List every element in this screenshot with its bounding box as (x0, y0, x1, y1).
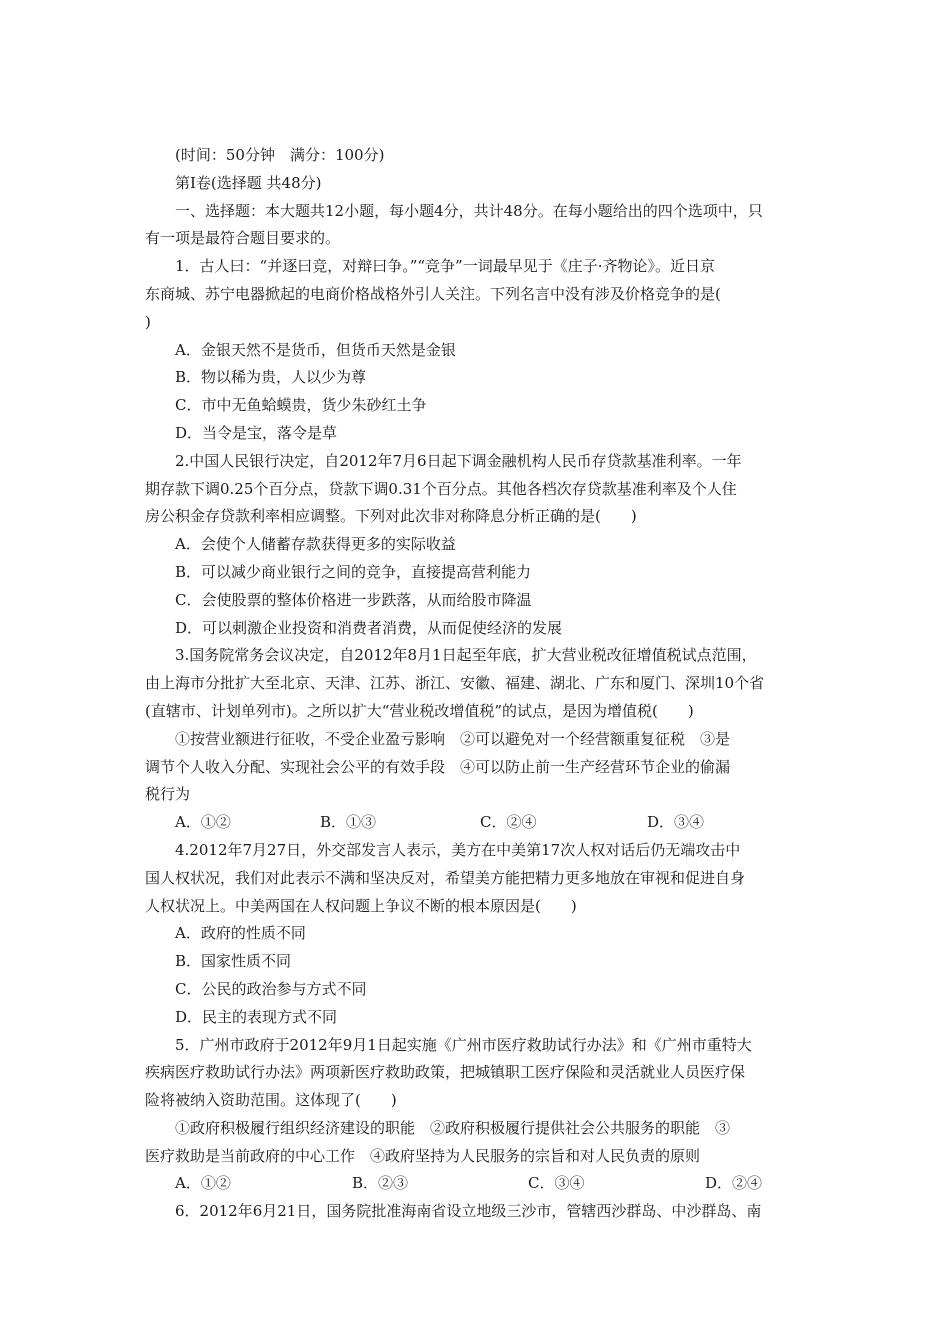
text-line: 5．广州市政府于2012年9月1日起实施《广州市医疗救助试行办法》和《广州市重特大 (175, 1035, 752, 1054)
q3-options (145, 809, 813, 837)
q3-option-c: C．②④ (480, 813, 537, 832)
text-line: 1．古人曰：“并逐曰竞，对辩曰争。”“竞争”一词最早见于《庄子·齐物论》。近日京 (175, 257, 715, 276)
text-line: 2.中国人民银行决定，自2012年7月6日起下调金融机构人民币存贷款基准利率。一年 (175, 451, 742, 470)
text-line: 房公积金存贷款利率相应调整。下列对此次非对称降息分析正确的是( ) (145, 507, 637, 526)
q3-option-a: A．①② (175, 813, 231, 832)
text-line: 有一项是最符合题目要求的。 (145, 229, 341, 248)
q5-option-c: C．③④ (528, 1174, 585, 1193)
q5-option-b: B．②③ (352, 1174, 409, 1193)
q3-option-b: B．①③ (320, 813, 377, 832)
text-line: 疾病医疗救助试行办法》两项新医疗救助政策，把城镇职工医疗保险和灵活就业人员医疗保 (145, 1063, 746, 1082)
text-line: C．公民的政治参与方式不同 (175, 979, 367, 998)
text-line: D．当令是宝，落令是草 (175, 423, 338, 442)
text-line: 第Ⅰ卷(选择题 共48分) (175, 173, 322, 192)
text-line: D．可以刺激企业投资和消费者消费，从而促使经济的发展 (175, 618, 563, 637)
text-line: 国人权状况，我们对此表示不满和坚决反对，希望美方能把精力更多地放在审视和促进自身 (145, 868, 746, 887)
text-line: B．物以稀为贵，人以少为尊 (175, 368, 367, 387)
question-6-line: 6．2012年6月21日，国务院批准海南省设立地级三沙市，管辖西沙群岛、中沙群岛、南 (175, 1202, 762, 1221)
text-line: A．金银天然不是货币，但货币天然是金银 (175, 340, 456, 359)
text-line: B．国家性质不同 (175, 952, 292, 971)
text-block-2 (145, 837, 813, 1171)
text-line: 调节个人收入分配、实现社会公平的有效手段 ④可以防止前一生产经营环节企业的偷漏 (145, 757, 731, 776)
text-line: 人权状况上。中美两国在人权问题上争议不断的根本原因是( ) (145, 896, 577, 915)
text-line: 东商城、苏宁电器掀起的电商价格战格外引人关注。下列名言中没有涉及价格竞争的是( (145, 284, 721, 303)
text-line: (时间：50分钟 满分：100分) (175, 146, 385, 164)
text-line: 3.国务院常务会议决定，自2012年8月1日起至年底，扩大营业税改征增值税试点范围， (175, 646, 757, 665)
text-line: (直辖市、计划单列市)。之所以扩大“营业税改增值税”的试点，是因为增值税( ) (145, 701, 694, 720)
text-line: ①政府积极履行组织经济建设的职能 ②政府积极履行提供社会公共服务的职能 ③ (175, 1118, 731, 1137)
text-line: 4.2012年7月27日，外交部发言人表示，美方在中美第17次人权对话后仍无端攻击中 (175, 840, 741, 859)
q3-option-d: D．③④ (647, 813, 705, 832)
q5-option-a: A．①② (175, 1174, 231, 1193)
text-line: ①按营业额进行征收，不受企业盈亏影响 ②可以避免对一个经营额重复征税 ③是 (175, 729, 731, 748)
text-line: A．政府的性质不同 (175, 924, 306, 943)
text-line: 医疗救助是当前政府的中心工作 ④政府坚持为人民服务的宗旨和对人民负责的原则 (145, 1146, 701, 1165)
text-line: 险将被纳入资助范围。这体现了( ) (145, 1091, 397, 1110)
text-line: 一、选择题：本大题共12小题，每小题4分，共计48分。在每小题给出的四个选项中，只 (175, 201, 763, 220)
text-line: 期存款下调0.25个百分点，贷款下调0.31个百分点。其他各档次存贷款基准利率及个人住 (145, 479, 737, 498)
text-line: C．市中无鱼蛤蟆贵，货少朱砂红土争 (175, 396, 427, 415)
exam-page (145, 142, 813, 1226)
text-line: ) (145, 312, 151, 331)
text-line: B．可以减少商业银行之间的竞争，直接提高营利能力 (175, 562, 532, 581)
text-line: D．民主的表现方式不同 (175, 1007, 338, 1026)
text-line: A．会使个人储蓄存款获得更多的实际收益 (175, 535, 456, 554)
text-line: 税行为 (145, 785, 191, 804)
text-block-1 (145, 142, 813, 809)
text-line: C．会使股票的整体价格进一步跌落，从而给股市降温 (175, 590, 532, 609)
q5-options (145, 1170, 813, 1198)
text-line: 由上海市分批扩大至北京、天津、江苏、浙江、安徽、福建、湖北、广东和厦门、深圳10个省 (145, 674, 765, 693)
q5-option-d: D．②④ (705, 1174, 763, 1193)
